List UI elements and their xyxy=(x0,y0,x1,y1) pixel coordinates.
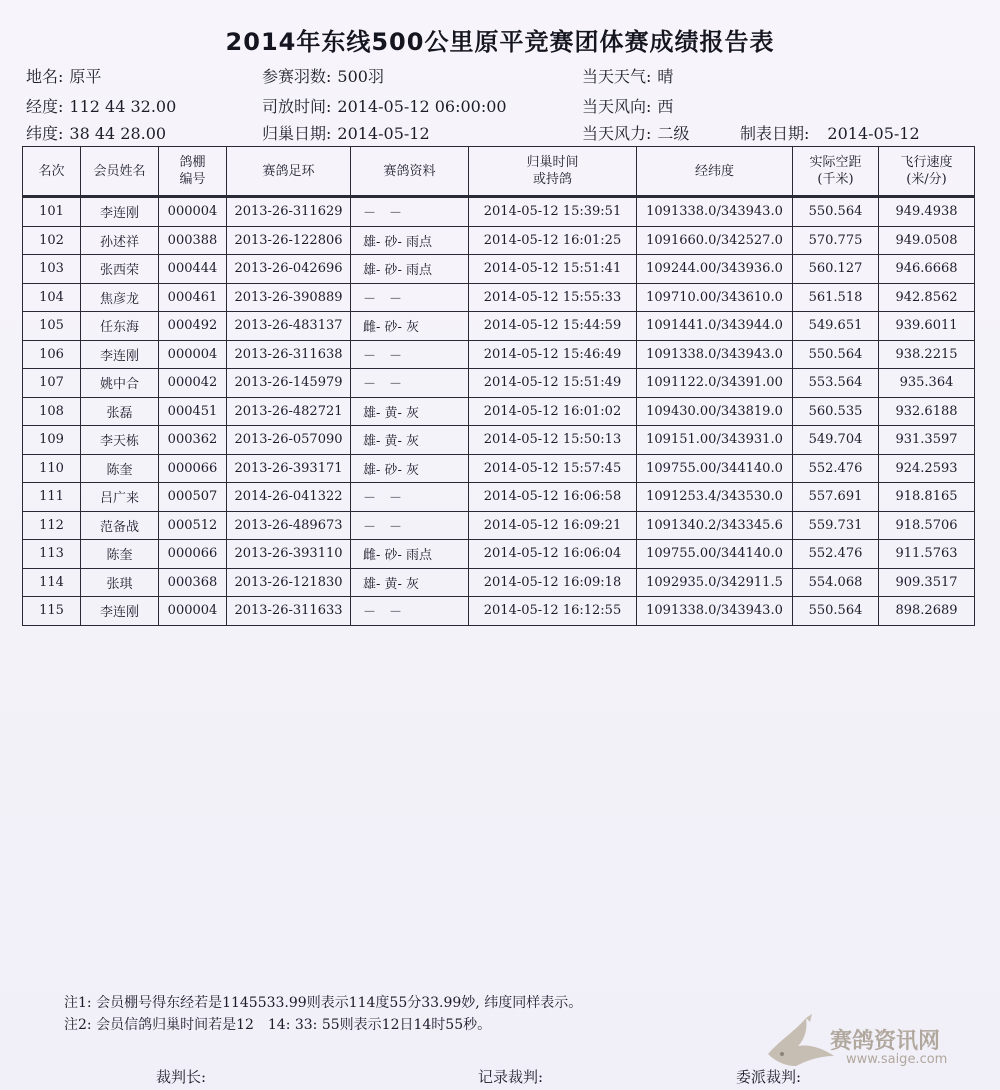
column-header-line: 实际空距 xyxy=(809,155,862,170)
info-wind-force-value: 二级 xyxy=(657,124,690,143)
header-row xyxy=(23,147,975,197)
watermark-name: 赛鸽资讯网 xyxy=(830,1029,941,1054)
info-made-date xyxy=(740,121,920,144)
speed-cell: 942.8562 xyxy=(879,283,975,312)
loft-number-cell: 000451 xyxy=(159,397,227,426)
return-time-cell: 2014-05-12 15:57:45 xyxy=(469,454,637,483)
coordinates-cell: 1091122.0/34391.00 xyxy=(637,369,793,398)
speed-cell: 918.5706 xyxy=(879,511,975,540)
info-wind-force xyxy=(582,121,689,144)
member-name-cell: 张琪 xyxy=(81,568,159,597)
return-time-cell: 2014-05-12 15:51:41 xyxy=(469,255,637,284)
pigeon-info-cell: － － xyxy=(351,197,469,227)
page-title: 2014年东线500公里原平竞赛团体赛成绩报告表 xyxy=(225,28,775,56)
info-release xyxy=(262,94,507,117)
return-time-cell: 2014-05-12 16:09:21 xyxy=(469,511,637,540)
pigeon-info-cell: － － xyxy=(351,483,469,512)
rank-cell: 105 xyxy=(23,312,81,341)
ring-number-cell: 2013-26-122806 xyxy=(227,226,351,255)
table-row xyxy=(23,568,975,597)
rank-cell: 115 xyxy=(23,597,81,626)
speed-cell: 911.5763 xyxy=(879,540,975,569)
coordinates-cell: 1091338.0/343943.0 xyxy=(637,340,793,369)
column-header xyxy=(793,147,879,197)
coordinates-cell: 109755.00/344140.0 xyxy=(637,540,793,569)
column-header xyxy=(637,147,793,197)
info-wind-force-label: 当天风力: xyxy=(582,124,652,143)
return-time-cell: 2014-05-12 16:12:55 xyxy=(469,597,637,626)
pigeon-info-cell: － － xyxy=(351,283,469,312)
return-time-cell: 2014-05-12 16:01:25 xyxy=(469,226,637,255)
signature-recording-referee: 记录裁判: xyxy=(478,1068,544,1086)
return-time-cell: 2014-05-12 16:06:58 xyxy=(469,483,637,512)
info-birds xyxy=(262,64,384,87)
return-time-cell: 2014-05-12 16:01:02 xyxy=(469,397,637,426)
coordinates-cell: 1091340.2/343345.6 xyxy=(637,511,793,540)
ring-number-cell: 2013-26-489673 xyxy=(227,511,351,540)
table-row xyxy=(23,426,975,455)
column-header-line: 赛鸽足环 xyxy=(262,163,315,179)
table-row xyxy=(23,454,975,483)
coordinates-cell: 1091253.4/343530.0 xyxy=(637,483,793,512)
member-name-cell: 任东海 xyxy=(81,312,159,341)
rank-cell: 101 xyxy=(23,197,81,227)
rank-cell: 113 xyxy=(23,540,81,569)
note-2: 注2: 会员信鸽归巢时间若是12 14: 33: 55则表示12日14时55秒。 xyxy=(64,1017,492,1033)
return-time-cell: 2014-05-12 16:09:18 xyxy=(469,568,637,597)
column-header xyxy=(159,147,227,197)
speed-cell: 949.0508 xyxy=(879,226,975,255)
loft-number-cell: 000388 xyxy=(159,226,227,255)
watermark-url: www.saige.com xyxy=(846,1052,948,1067)
distance-cell: 552.476 xyxy=(793,454,879,483)
distance-cell: 550.564 xyxy=(793,597,879,626)
speed-cell: 931.3597 xyxy=(879,426,975,455)
coordinates-cell: 1091441.0/343944.0 xyxy=(637,312,793,341)
rank-cell: 104 xyxy=(23,283,81,312)
loft-number-cell: 000444 xyxy=(159,255,227,284)
info-wind-direction xyxy=(582,94,673,117)
speed-cell: 924.2593 xyxy=(879,454,975,483)
rank-cell: 106 xyxy=(23,340,81,369)
info-latitude-label: 纬度: xyxy=(26,124,64,143)
coordinates-cell: 1091660.0/342527.0 xyxy=(637,226,793,255)
rank-cell: 107 xyxy=(23,369,81,398)
pigeon-info-cell: 雄- 砂- 灰 xyxy=(351,454,469,483)
info-release-label: 司放时间: xyxy=(262,97,332,116)
pigeon-logo-icon xyxy=(760,1010,840,1074)
speed-cell: 932.6188 xyxy=(879,397,975,426)
ring-number-cell: 2014-26-041322 xyxy=(227,483,351,512)
distance-cell: 553.564 xyxy=(793,369,879,398)
rank-cell: 102 xyxy=(23,226,81,255)
speed-cell: 938.2215 xyxy=(879,340,975,369)
coordinates-cell: 109430.00/343819.0 xyxy=(637,397,793,426)
table-row xyxy=(23,340,975,369)
distance-cell: 559.731 xyxy=(793,511,879,540)
column-header-line: 飞行速度 xyxy=(900,155,953,170)
return-time-cell: 2014-05-12 15:50:13 xyxy=(469,426,637,455)
ring-number-cell: 2013-26-393171 xyxy=(227,454,351,483)
loft-number-cell: 000368 xyxy=(159,568,227,597)
results-table-header xyxy=(23,147,975,197)
info-wind-direction-value: 西 xyxy=(657,97,674,116)
return-time-cell: 2014-05-12 15:55:33 xyxy=(469,283,637,312)
table-row xyxy=(23,483,975,512)
info-return-date-value: 2014-05-12 xyxy=(337,124,430,143)
coordinates-cell: 1091338.0/343943.0 xyxy=(637,597,793,626)
loft-number-cell: 000004 xyxy=(159,197,227,227)
distance-cell: 550.564 xyxy=(793,340,879,369)
watermark xyxy=(760,1010,990,1074)
member-name-cell: 李连刚 xyxy=(81,597,159,626)
coordinates-cell: 1091338.0/343943.0 xyxy=(637,197,793,227)
distance-cell: 549.704 xyxy=(793,426,879,455)
loft-number-cell: 000492 xyxy=(159,312,227,341)
info-latitude-value: 38 44 28.00 xyxy=(69,124,167,143)
info-longitude-label: 经度: xyxy=(26,97,64,116)
distance-cell: 560.535 xyxy=(793,397,879,426)
info-return-date xyxy=(262,121,430,144)
ring-number-cell: 2013-26-145979 xyxy=(227,369,351,398)
column-header-line: 鸽棚 xyxy=(179,155,206,170)
column-header xyxy=(81,147,159,197)
speed-cell: 935.364 xyxy=(879,369,975,398)
speed-cell: 909.3517 xyxy=(879,568,975,597)
pigeon-info-cell: 雄- 砂- 雨点 xyxy=(351,255,469,284)
member-name-cell: 李天栋 xyxy=(81,426,159,455)
column-header xyxy=(351,147,469,197)
loft-number-cell: 000461 xyxy=(159,283,227,312)
pigeon-info-cell: － － xyxy=(351,597,469,626)
pigeon-info-cell: 雄- 黄- 灰 xyxy=(351,426,469,455)
table-row xyxy=(23,397,975,426)
column-header-line: (千米) xyxy=(817,172,854,187)
loft-number-cell: 000362 xyxy=(159,426,227,455)
rank-cell: 109 xyxy=(23,426,81,455)
pigeon-info-cell: 雄- 黄- 灰 xyxy=(351,568,469,597)
info-wind-direction-label: 当天风向: xyxy=(582,97,652,116)
info-release-value: 2014-05-12 06:00:00 xyxy=(337,97,507,116)
info-weather-value: 晴 xyxy=(657,67,674,86)
coordinates-cell: 1092935.0/342911.5 xyxy=(637,568,793,597)
coordinates-cell: 109755.00/344140.0 xyxy=(637,454,793,483)
info-made-date-label: 制表日期: xyxy=(740,124,810,143)
loft-number-cell: 000004 xyxy=(159,597,227,626)
ring-number-cell: 2013-26-482721 xyxy=(227,397,351,426)
ring-number-cell: 2013-26-390889 xyxy=(227,283,351,312)
distance-cell: 570.775 xyxy=(793,226,879,255)
coordinates-cell: 109710.00/343610.0 xyxy=(637,283,793,312)
rank-cell: 112 xyxy=(23,511,81,540)
column-header xyxy=(23,147,81,197)
column-header-line: 会员姓名 xyxy=(93,163,146,179)
loft-number-cell: 000512 xyxy=(159,511,227,540)
signature-chief-referee: 裁判长: xyxy=(156,1068,207,1086)
loft-number-cell: 000004 xyxy=(159,340,227,369)
speed-cell: 946.6668 xyxy=(879,255,975,284)
table-row xyxy=(23,226,975,255)
pigeon-info-cell: 雄- 砂- 雨点 xyxy=(351,226,469,255)
table-row xyxy=(23,283,975,312)
column-header-line: 名次 xyxy=(38,163,65,179)
member-name-cell: 孙述祥 xyxy=(81,226,159,255)
return-time-cell: 2014-05-12 15:46:49 xyxy=(469,340,637,369)
results-table xyxy=(22,146,975,626)
member-name-cell: 李连刚 xyxy=(81,197,159,227)
info-place-label: 地名: xyxy=(26,67,64,86)
rank-cell: 111 xyxy=(23,483,81,512)
return-time-cell: 2014-05-12 16:06:04 xyxy=(469,540,637,569)
ring-number-cell: 2013-26-311638 xyxy=(227,340,351,369)
coordinates-cell: 109244.00/343936.0 xyxy=(637,255,793,284)
column-header xyxy=(227,147,351,197)
info-weather-label: 当天天气: xyxy=(582,67,652,86)
column-header-line: 编号 xyxy=(179,172,206,187)
rank-cell: 110 xyxy=(23,454,81,483)
column-header xyxy=(879,147,975,197)
pigeon-info-cell: 雌- 砂- 雨点 xyxy=(351,540,469,569)
loft-number-cell: 000066 xyxy=(159,540,227,569)
table-row xyxy=(23,255,975,284)
info-weather xyxy=(582,64,673,87)
pigeon-info-cell: 雌- 砂- 灰 xyxy=(351,312,469,341)
signature-delegated-referee: 委派裁判: xyxy=(736,1068,802,1086)
member-name-cell: 焦彦龙 xyxy=(81,283,159,312)
ring-number-cell: 2013-26-483137 xyxy=(227,312,351,341)
pigeon-info-cell: － － xyxy=(351,511,469,540)
column-header xyxy=(469,147,637,197)
distance-cell: 549.651 xyxy=(793,312,879,341)
ring-number-cell: 2013-26-057090 xyxy=(227,426,351,455)
return-time-cell: 2014-05-12 15:39:51 xyxy=(469,197,637,227)
rank-cell: 114 xyxy=(23,568,81,597)
note-1: 注1: 会员棚号得东经若是1145533.99则表示114度55分33.99妙, 纬度同样表示。 xyxy=(64,995,583,1011)
loft-number-cell: 000042 xyxy=(159,369,227,398)
speed-cell: 939.6011 xyxy=(879,312,975,341)
pigeon-info-cell: － － xyxy=(351,369,469,398)
distance-cell: 550.564 xyxy=(793,197,879,227)
table-row xyxy=(23,511,975,540)
loft-number-cell: 000507 xyxy=(159,483,227,512)
rank-cell: 108 xyxy=(23,397,81,426)
table-row xyxy=(23,197,975,227)
info-return-date-label: 归巢日期: xyxy=(262,124,332,143)
column-header-line: 归巢时间 xyxy=(526,155,579,170)
member-name-cell: 姚中合 xyxy=(81,369,159,398)
member-name-cell: 吕广来 xyxy=(81,483,159,512)
loft-number-cell: 000066 xyxy=(159,454,227,483)
table-row xyxy=(23,540,975,569)
info-place-value: 原平 xyxy=(69,67,102,86)
distance-cell: 552.476 xyxy=(793,540,879,569)
table-row xyxy=(23,597,975,626)
member-name-cell: 陈奎 xyxy=(81,540,159,569)
results-table-body xyxy=(23,197,975,626)
info-latitude xyxy=(26,121,166,144)
info-longitude-value: 112 44 32.00 xyxy=(69,97,177,116)
column-header-line: 赛鸽资料 xyxy=(383,163,436,179)
distance-cell: 561.518 xyxy=(793,283,879,312)
ring-number-cell: 2013-26-393110 xyxy=(227,540,351,569)
return-time-cell: 2014-05-12 15:44:59 xyxy=(469,312,637,341)
info-birds-value: 500羽 xyxy=(337,67,384,86)
member-name-cell: 陈奎 xyxy=(81,454,159,483)
pigeon-info-cell: 雄- 黄- 灰 xyxy=(351,397,469,426)
ring-number-cell: 2013-26-311633 xyxy=(227,597,351,626)
speed-cell: 918.8165 xyxy=(879,483,975,512)
ring-number-cell: 2013-26-121830 xyxy=(227,568,351,597)
return-time-cell: 2014-05-12 15:51:49 xyxy=(469,369,637,398)
member-name-cell: 张西荣 xyxy=(81,255,159,284)
speed-cell: 898.2689 xyxy=(879,597,975,626)
table-row xyxy=(23,369,975,398)
info-longitude xyxy=(26,94,176,117)
info-made-date-value: 2014-05-12 xyxy=(827,124,920,143)
distance-cell: 554.068 xyxy=(793,568,879,597)
member-name-cell: 范备战 xyxy=(81,511,159,540)
member-name-cell: 张磊 xyxy=(81,397,159,426)
info-place xyxy=(26,64,101,87)
column-header-line: 经纬度 xyxy=(694,163,734,179)
column-header-line: 或持鸽 xyxy=(532,172,572,187)
distance-cell: 557.691 xyxy=(793,483,879,512)
ring-number-cell: 2013-26-042696 xyxy=(227,255,351,284)
pigeon-info-cell: － － xyxy=(351,340,469,369)
ring-number-cell: 2013-26-311629 xyxy=(227,197,351,227)
column-header-line: (米/分) xyxy=(906,172,947,187)
rank-cell: 103 xyxy=(23,255,81,284)
speed-cell: 949.4938 xyxy=(879,197,975,227)
table-row xyxy=(23,312,975,341)
info-birds-label: 参赛羽数: xyxy=(262,67,332,86)
member-name-cell: 李连刚 xyxy=(81,340,159,369)
distance-cell: 560.127 xyxy=(793,255,879,284)
coordinates-cell: 109151.00/343931.0 xyxy=(637,426,793,455)
